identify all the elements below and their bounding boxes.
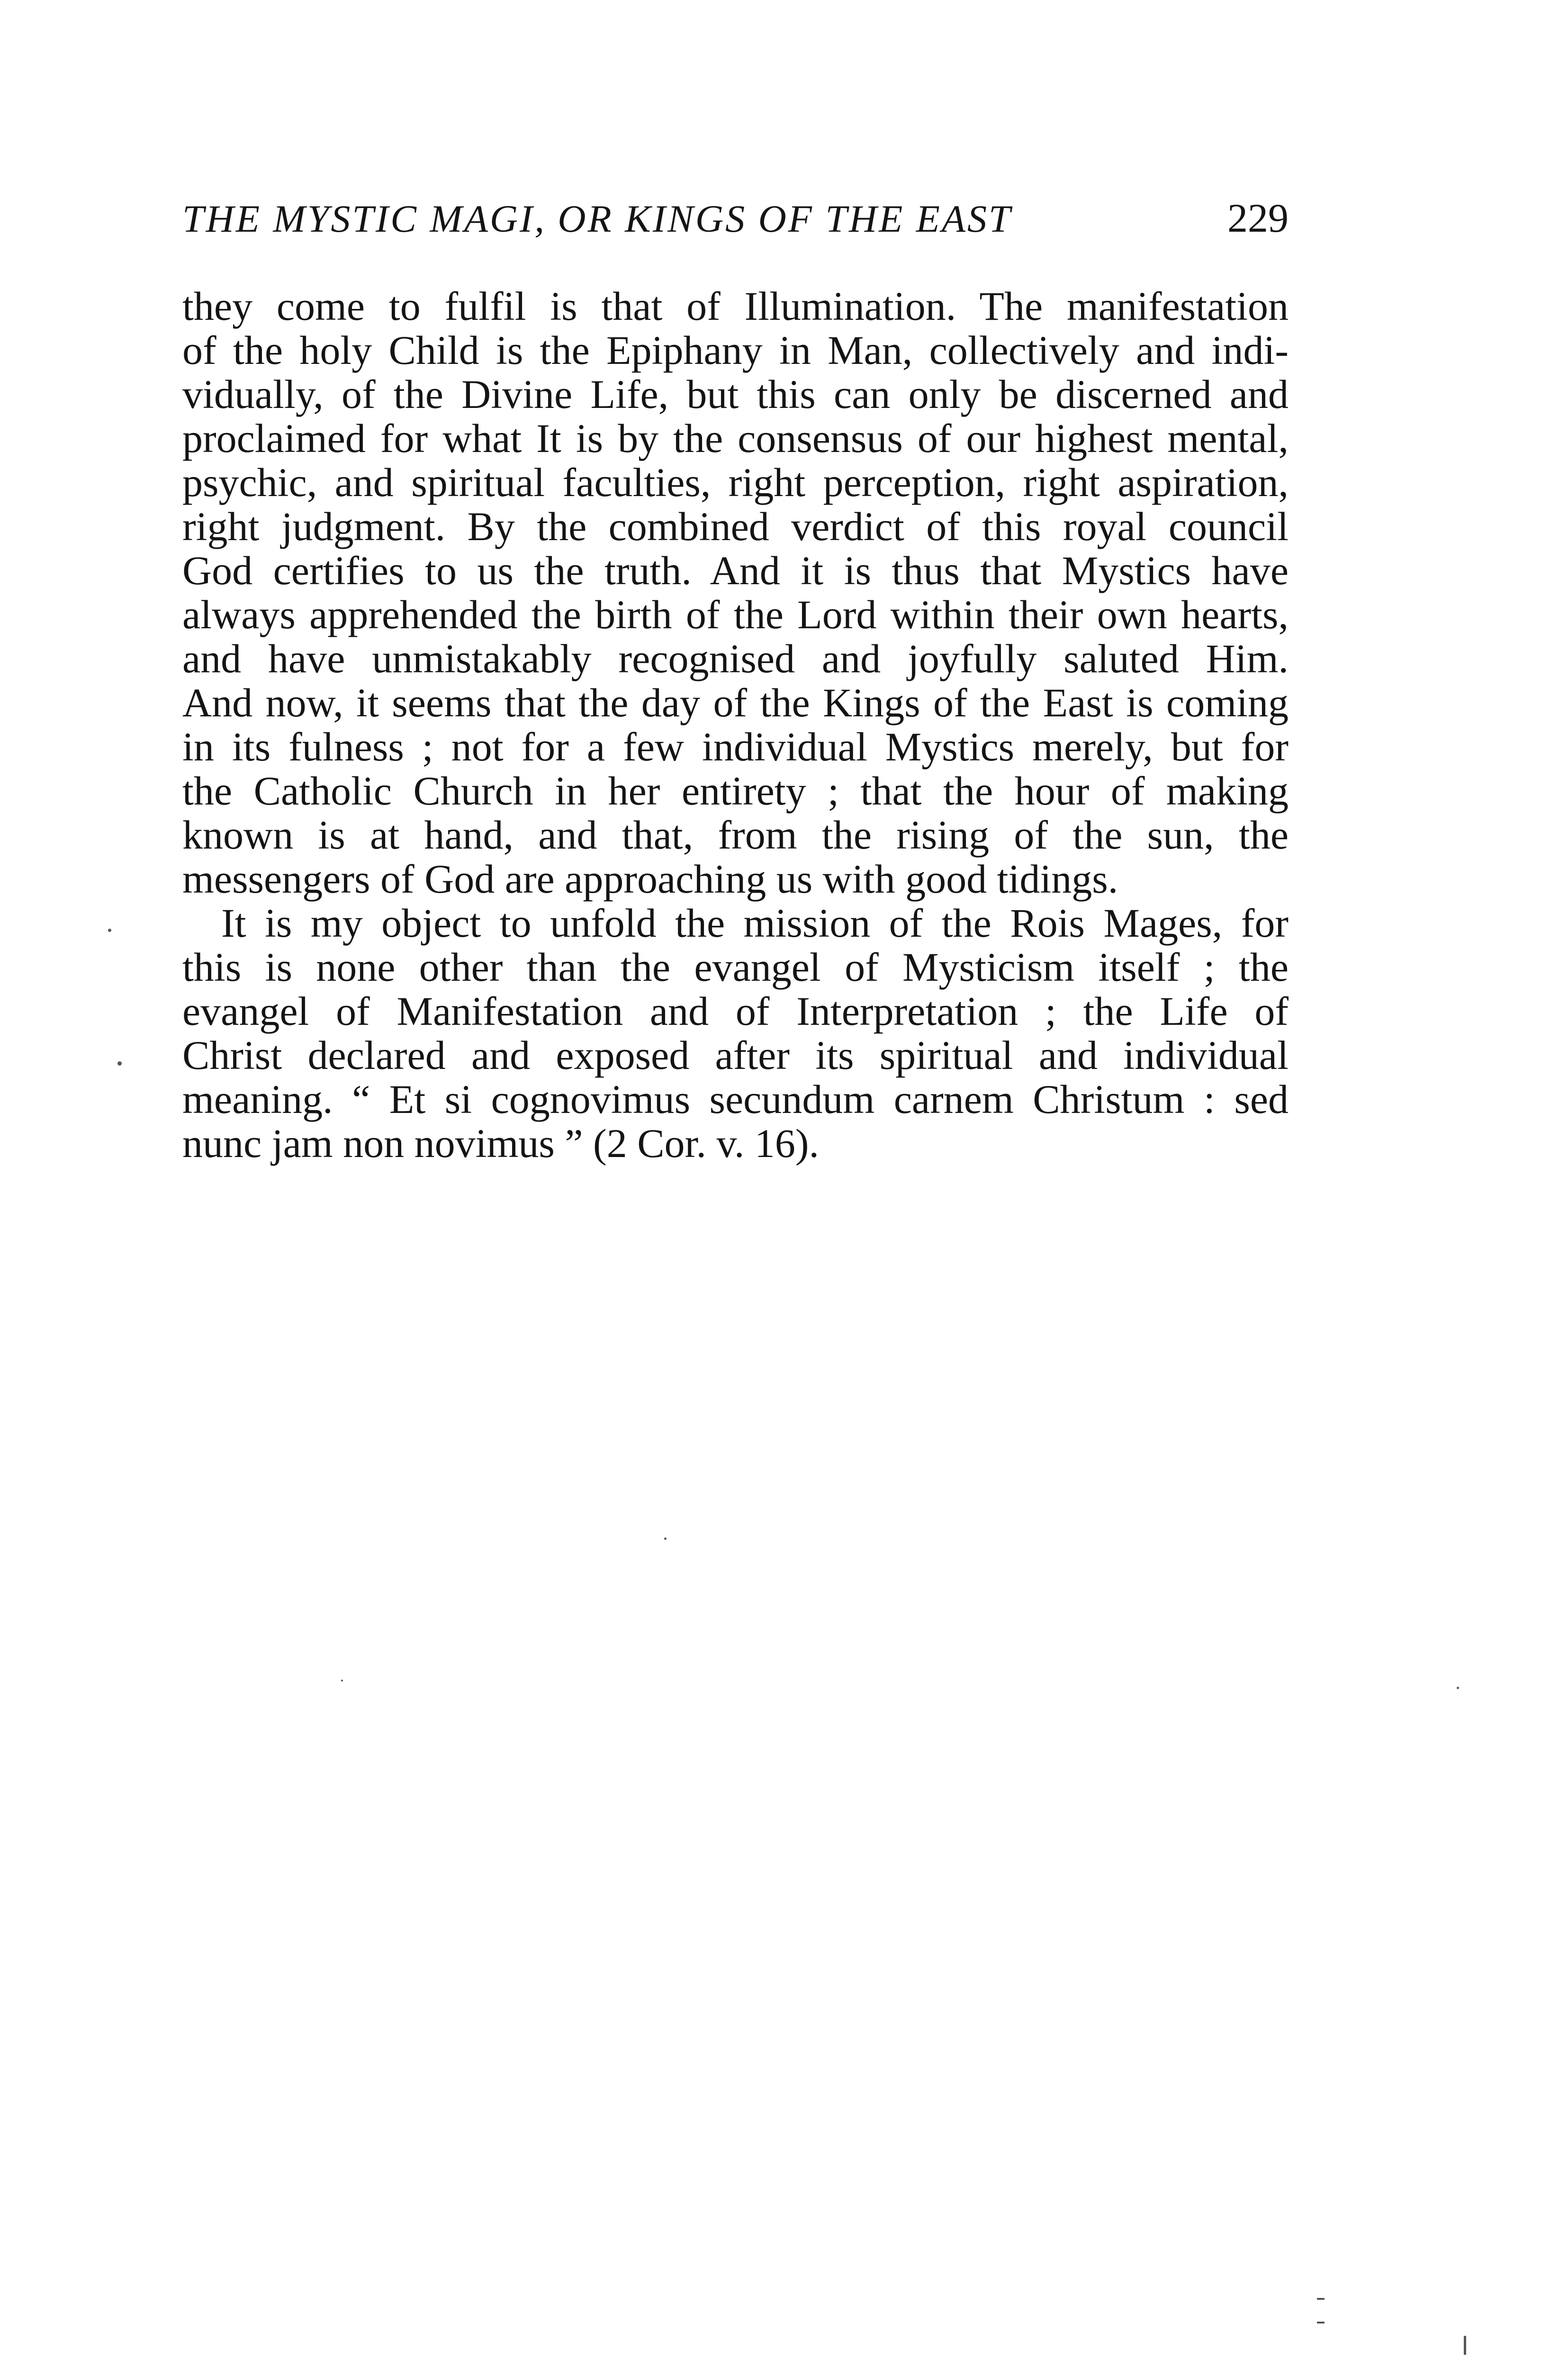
text-line: nunc jam non novimus ” (2 Cor. v. 16). [182, 1121, 820, 1166]
scan-speck [1464, 2336, 1466, 2355]
text-line: they come to fulfil is that of Illumination. The manifestation [182, 283, 1289, 329]
text-line: proclaimed for what It is by the consensus of our highest mental, [182, 416, 1289, 461]
text-line: It is my object to unfold the mission of the Rois Mages, for [221, 900, 1289, 946]
text-line: this is none other than the evangel of Mysticism itself ; the [182, 944, 1289, 990]
body-text [182, 284, 1289, 1166]
page-number: 229 [1227, 195, 1289, 241]
text-line: right judgment. By the combined verdict of this royal council [182, 504, 1289, 549]
text-line: vidually, of the Divine Life, but this can only be discerned and [182, 371, 1289, 417]
running-title: THE MYSTIC MAGI, OR KINGS OF THE EAST [182, 197, 1012, 240]
text-line: God certifies to us the truth. And it is thus that Mystics have [182, 548, 1289, 593]
text-line: evangel of Manifestation and of Interpretation ; the Life of [182, 988, 1289, 1034]
text-line: meaning. “ Et si cognovimus secundum carnem Christum : sed [182, 1076, 1289, 1122]
scan-speck [1457, 1687, 1459, 1689]
scan-speck [108, 929, 111, 932]
text-line: the Catholic Church in her entirety ; that the hour of making [182, 768, 1289, 814]
scan-speck [117, 1061, 122, 1066]
scan-speck [341, 1680, 343, 1682]
text-line: psychic, and spiritual faculties, right perception, right aspiration, [182, 460, 1289, 505]
text-line: and have unmistakably recognised and joyfully saluted Him. [182, 636, 1289, 681]
text-line: And now, it seems that the day of the Kings of the East is coming [182, 680, 1289, 725]
text-line: known is at hand, and that, from the rising of the sun, the [182, 812, 1289, 858]
text-line: in its fulness ; not for a few individual Mystics merely, but for [182, 724, 1289, 769]
scan-speck [664, 1537, 667, 1540]
running-head [182, 194, 1289, 251]
text-line: of the holy Child is the Epiphany in Man, collectively and indi- [182, 327, 1289, 373]
text-line: always apprehended the birth of the Lord within their own hearts, [182, 592, 1289, 637]
scan-speck [1317, 2298, 1325, 2300]
text-line: Christ declared and exposed after its spiritual and individual [182, 1032, 1289, 1078]
text-line: messengers of God are approaching us with good tidings. [182, 856, 1118, 902]
scan-speck [1317, 2322, 1325, 2324]
